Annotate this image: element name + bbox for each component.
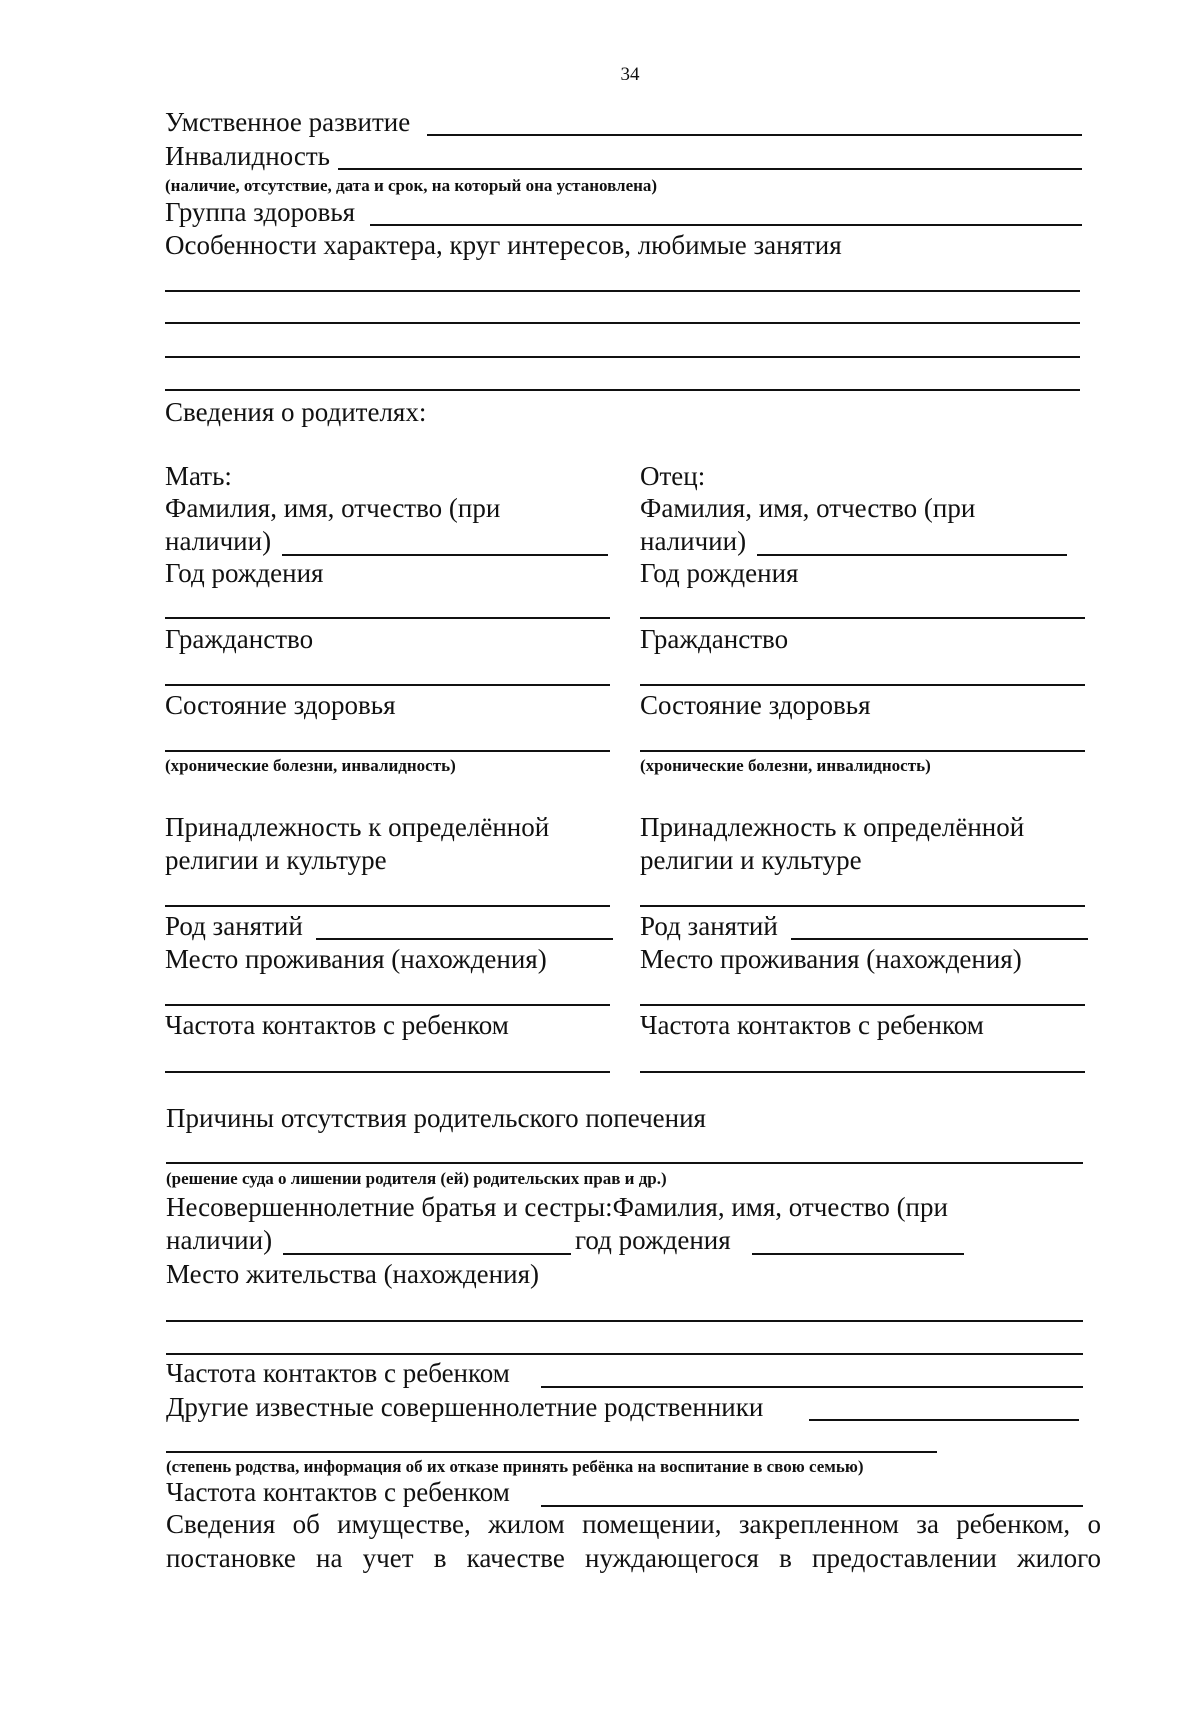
relatives-contacts-field[interactable] <box>541 1505 1083 1507</box>
siblings-contacts-field[interactable] <box>541 1386 1083 1388</box>
mother-occupation-label: Род занятий <box>165 911 303 941</box>
relatives-field-2[interactable] <box>166 1451 937 1453</box>
father-name-label-2: наличии) <box>640 526 747 556</box>
father-health-label: Состояние здоровья <box>640 690 871 720</box>
mother-religion-field[interactable] <box>165 905 610 907</box>
mother-name-label-2: наличии) <box>165 526 272 556</box>
siblings-label-1: Несовершеннолетние братья и сестры:Фамилия, имя, отчество (при <box>166 1192 948 1222</box>
siblings-birth-year-field[interactable] <box>752 1253 964 1255</box>
absence-reasons-note: (решение суда о лишении родителя (ей) родительских прав и др.) <box>166 1169 667 1188</box>
mother-name-field[interactable] <box>282 554 608 556</box>
mother-health-label: Состояние здоровья <box>165 690 396 720</box>
siblings-residence-line-1[interactable] <box>166 1320 1083 1322</box>
relatives-contacts-label: Частота контактов с ребенком <box>166 1477 510 1507</box>
father-religion-field[interactable] <box>640 905 1085 907</box>
relatives-note: (степень родства, информация об их отказе принять ребёнка на воспитание в свою семью) <box>166 1457 864 1476</box>
mother-citizenship-label: Гражданство <box>165 624 314 654</box>
father-citizenship-label: Гражданство <box>640 624 789 654</box>
father-name-field[interactable] <box>757 554 1067 556</box>
father-health-note: (хронические болезни, инвалидность) <box>640 756 931 775</box>
disability-field[interactable] <box>338 168 1082 170</box>
father-title: Отец: <box>640 461 706 491</box>
siblings-contacts-label: Частота контактов с ребенком <box>166 1358 510 1388</box>
property-text-line-2: постановке на учет в качестве нуждающегося в предоставлении жилого <box>166 1543 1101 1573</box>
father-citizenship-field[interactable] <box>640 684 1085 686</box>
siblings-residence-label: Место жительства (нахождения) <box>166 1259 539 1289</box>
property-text-line-1: Сведения об имуществе, жилом помещении, закрепленном за ребенком, о <box>166 1509 1101 1539</box>
character-line-1[interactable] <box>165 290 1080 292</box>
father-occupation-field[interactable] <box>791 938 1088 940</box>
mother-contacts-label: Частота контактов с ребенком <box>165 1010 509 1040</box>
mother-religion-label-2: религии и культуре <box>165 845 387 875</box>
relatives-label: Другие известные совершеннолетние родственники <box>166 1392 764 1422</box>
father-birth-year-label: Год рождения <box>640 558 799 588</box>
absence-reasons-label: Причины отсутствия родительского попечения <box>166 1103 706 1133</box>
mother-residence-field[interactable] <box>165 1004 610 1006</box>
father-religion-label-2: религии и культуре <box>640 845 862 875</box>
father-health-field[interactable] <box>640 750 1085 752</box>
siblings-birth-year-label: год рождения <box>575 1225 731 1255</box>
health-group-field[interactable] <box>370 224 1082 226</box>
character-label: Особенности характера, круг интересов, любимые занятия <box>165 230 842 260</box>
character-line-4[interactable] <box>165 389 1080 391</box>
mother-contacts-field[interactable] <box>165 1071 610 1073</box>
mother-citizenship-field[interactable] <box>165 684 610 686</box>
father-name-label-1: Фамилия, имя, отчество (при <box>640 493 976 523</box>
father-residence-field[interactable] <box>640 1004 1085 1006</box>
character-line-2[interactable] <box>165 322 1080 324</box>
father-birth-year-field[interactable] <box>640 617 1085 619</box>
father-occupation-label: Род занятий <box>640 911 778 941</box>
relatives-field-1[interactable] <box>809 1419 1079 1421</box>
mother-residence-label: Место проживания (нахождения) <box>165 944 547 974</box>
health-group-label: Группа здоровья <box>165 197 356 227</box>
mental-development-field[interactable] <box>427 134 1082 136</box>
mental-development-label: Умственное развитие <box>165 107 411 137</box>
parents-heading: Сведения о родителях: <box>165 397 427 427</box>
mother-occupation-field[interactable] <box>316 938 613 940</box>
mother-health-note: (хронические болезни, инвалидность) <box>165 756 456 775</box>
mother-birth-year-label: Год рождения <box>165 558 324 588</box>
mother-title: Мать: <box>165 461 232 491</box>
father-contacts-field[interactable] <box>640 1071 1085 1073</box>
father-residence-label: Место проживания (нахождения) <box>640 944 1022 974</box>
siblings-residence-line-2[interactable] <box>166 1353 1083 1355</box>
mother-birth-year-field[interactable] <box>165 617 610 619</box>
father-contacts-label: Частота контактов с ребенком <box>640 1010 984 1040</box>
page-number: 34 <box>620 64 640 85</box>
character-line-3[interactable] <box>165 356 1080 358</box>
mother-health-field[interactable] <box>165 750 610 752</box>
disability-note: (наличие, отсутствие, дата и срок, на который она установлена) <box>165 176 658 195</box>
siblings-name-field[interactable] <box>283 1253 571 1255</box>
siblings-label-2: наличии) <box>166 1225 273 1255</box>
absence-reasons-field[interactable] <box>166 1162 1083 1164</box>
father-religion-label-1: Принадлежность к определённой <box>640 812 1025 842</box>
disability-label: Инвалидность <box>165 141 330 171</box>
mother-religion-label-1: Принадлежность к определённой <box>165 812 550 842</box>
mother-name-label-1: Фамилия, имя, отчество (при <box>165 493 501 523</box>
